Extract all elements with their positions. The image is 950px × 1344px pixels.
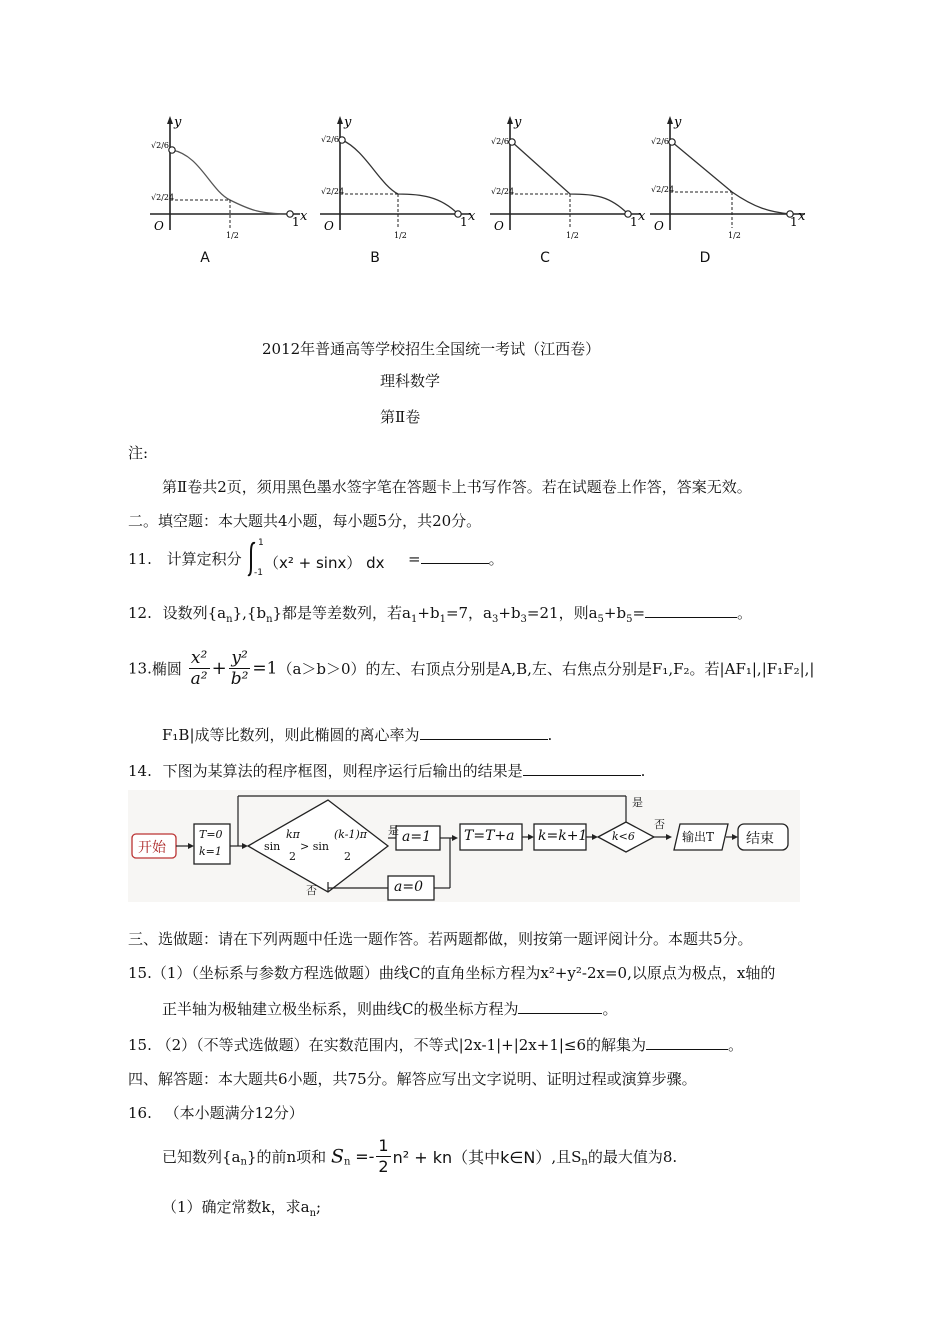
graph-b-label: B [370,250,380,266]
exam-volume: 第Ⅱ卷 [380,408,421,426]
q16-expr: n² + kn（其中k∈N） [392,1148,552,1167]
q12-number: 12. [128,604,152,622]
q16-fraction: $\frac{1}{2}$ [378,1136,389,1176]
flow-yes-label: 是 [388,824,399,837]
flow-a-equals-1: a=1 [402,829,431,845]
question-15-2 [128,1034,743,1056]
graph-a-label: A [200,250,210,266]
q15b-end: 。 [728,1036,744,1054]
svg-text:1: 1 [460,215,468,229]
svg-text:x: x [300,209,308,224]
question-13 [128,648,814,698]
q14-answer-blank [523,761,641,776]
q13-number: 13. [128,659,152,678]
flow-cond-rhs-den: 2 [344,850,351,863]
svg-text:x: x [798,209,806,224]
q15a-answer-blank [518,999,602,1014]
svg-text:√2/6: √2/6 [491,137,509,146]
svg-text:1/2: 1/2 [394,231,407,240]
note-text: 第Ⅱ卷共2页，须用黑色墨水签字笔在答题卡上书写作答。若在试题卷上作答，答案无效。 [162,478,752,496]
flow-cond-mid: > sin [300,840,329,853]
svg-text:x: x [468,209,476,224]
q16-part1-text: （1）确定常数k，求a [162,1198,310,1216]
flow-loop-cond: k<6 [612,830,635,843]
section-elective-heading: 三、选做题：请在下列两题中任选一题作答。若两题都做，则按第一题评阅计分。本题共5分。 [128,930,753,948]
q13-lead: 椭圆 [151,660,182,678]
svg-text:√2/6: √2/6 [321,135,339,144]
graph-c-plot [480,110,650,250]
q16-lead2: }的前n项和 [246,1148,327,1166]
svg-text:√2/24: √2/24 [151,193,175,202]
svg-text:y: y [344,115,352,130]
flow-cond-lhs-den: 2 [289,850,296,863]
graph-c-label: C [540,250,550,266]
q13-fraction-y: $\frac{\text{y²}}{\text{b²}}$ [230,648,249,689]
svg-text:1/2: 1/2 [226,231,239,240]
q11-lower-limit: -1 [254,568,263,578]
flow-init-t: T=0 [199,828,223,841]
question-15-1-line1: 15.（1）（坐标系与参数方程选做题）曲线C的直角坐标方程为x²+y²-2x=0,以原点为极点，x轴的 [128,964,776,982]
svg-text:O: O [494,219,504,233]
q16-eq: =- [355,1147,375,1166]
graph-d-plot [640,110,810,250]
algorithm-flowchart [128,790,800,902]
svg-text:y: y [674,115,682,130]
q11-equals: = [408,550,421,568]
svg-text:1/2: 1/2 [728,231,741,240]
q12-end: 。 [737,604,753,622]
q16-tail2: 的最大值为8. [587,1148,678,1166]
q15a-text: 正半轴为极轴建立极坐标系，则曲线C的极坐标方程为 [162,1000,519,1018]
exam-title: 2012年普通高等学校招生全国统一考试（江西卷） [262,340,601,358]
q12-text: 设数列$\{a_n\},\{b_n\}$都是等差数列，若$a_1+b_1=7$，$a_3+b_3=21$，则$a_5+b_5=$ [162,604,646,625]
q11-end: 。 [488,550,504,568]
q11-integrand: （x² + sinx） dx [264,554,385,572]
svg-text:√2/6: √2/6 [651,137,669,146]
q15b-text: 15. （2）（不等式选做题）在实数范围内，不等式|2x-1|+|2x+1|≤6的解集为 [128,1036,647,1054]
flow-init-k: k=1 [199,845,222,858]
flow-cond-lhs-num: kπ [286,828,300,841]
question-16-part1: （1）确定常数k，求$a_n$; [162,1198,322,1219]
svg-text:y: y [514,115,522,130]
q11-answer [408,548,504,570]
q12-answer-blank [645,603,737,618]
q15b-answer-blank [646,1035,728,1050]
graph-option-b [310,110,480,280]
q13-text: （a＞b＞0）的左、右顶点分别是A,B,左、右焦点分别是F₁,F₂。若|AF₁|,|F₁F₂|,| [277,660,815,678]
graph-b-plot [310,110,480,250]
svg-text:√2/24: √2/24 [651,185,675,194]
q16-tail: ,且S [551,1148,582,1166]
svg-text:√2/6: √2/6 [151,141,169,150]
flow-cond-sin: sin [264,840,281,853]
graph-option-a [140,110,310,280]
flow-k-update: k=k+1 [538,828,588,844]
svg-text:O: O [654,219,664,233]
svg-text:√2/24: √2/24 [491,187,515,196]
flow-output: 输出T [682,830,715,844]
svg-text:O: O [324,219,334,233]
svg-text:1: 1 [790,215,798,229]
q16-score: （本小题满分12分） [164,1104,304,1122]
section-fill-in-heading: 二。填空题：本大题共4小题，每小题5分，共20分。 [128,512,482,530]
q14-number: 14. [128,762,152,780]
question-15-1-line2 [162,998,618,1020]
note-label: 注: [128,444,149,462]
svg-text:√2/24: √2/24 [321,187,345,196]
graph-option-d [640,110,810,280]
q11-upper-limit: 1 [258,538,264,548]
answer-option-graphs [140,110,820,280]
q16-s-symbol: S [330,1145,344,1168]
flow-cond-rhs-num: (k-1)π [334,828,367,841]
question-14 [128,760,645,782]
svg-text:y: y [174,115,182,130]
q13-fraction-x: $\frac{\text{x²}}{\text{a²}}$ [190,648,208,689]
q15a-end: 。 [602,1000,618,1018]
q16-lead: 已知数列{a [162,1148,241,1166]
q16-part1-end: ; [316,1198,322,1216]
q16-number: 16. [128,1104,152,1122]
question-13-cont [162,724,552,746]
q13-text2: F₁B|成等比数列，则此椭圆的离心率为 [162,726,420,744]
q11-answer-blank [421,549,489,564]
q13-plus: + [211,658,227,679]
q11-number: 11. [128,550,152,568]
flow-a-equals-0: a=0 [394,879,423,895]
flow-loop-yes: 是 [632,796,643,809]
flow-end: 结束 [746,831,774,847]
graph-d-label: D [699,250,711,266]
flow-no-label: 否 [306,884,317,897]
section-solution-heading: 四、解答题：本大题共6小题，共75分。解答应写出文字说明、证明过程或演算步骤。 [128,1070,697,1088]
question-16-header [128,1102,304,1124]
question-11 [128,548,242,570]
exam-subject: 理科数学 [380,372,441,390]
svg-text:1: 1 [630,215,638,229]
svg-text:1: 1 [292,215,300,229]
flowchart-lines [128,790,800,902]
flow-loop-no: 否 [654,818,665,831]
question-16-body: 已知数列$\{a_n\}$的前n项和 $S_n$ =- $\frac{1}{2}$ n² + kn（其中k∈N）,且$S_n$的最大值为8. [162,1136,678,1176]
svg-text:1/2: 1/2 [566,231,579,240]
flow-start: 开始 [138,840,166,856]
q13-answer-blank [420,725,548,740]
q11-lead: 计算定积分 [166,550,242,568]
q13-end: . [547,726,553,744]
q13-equals: =1 [252,658,278,679]
graph-a-plot [140,110,310,250]
question-12 [128,602,752,631]
graph-option-c [480,110,650,280]
svg-text:x: x [638,209,646,224]
q14-text: 下图为某算法的程序框图，则程序运行后输出的结果是 [162,762,523,780]
flow-t-update: T=T+a [464,828,515,844]
svg-text:O: O [154,219,164,233]
q14-end: . [640,762,646,780]
